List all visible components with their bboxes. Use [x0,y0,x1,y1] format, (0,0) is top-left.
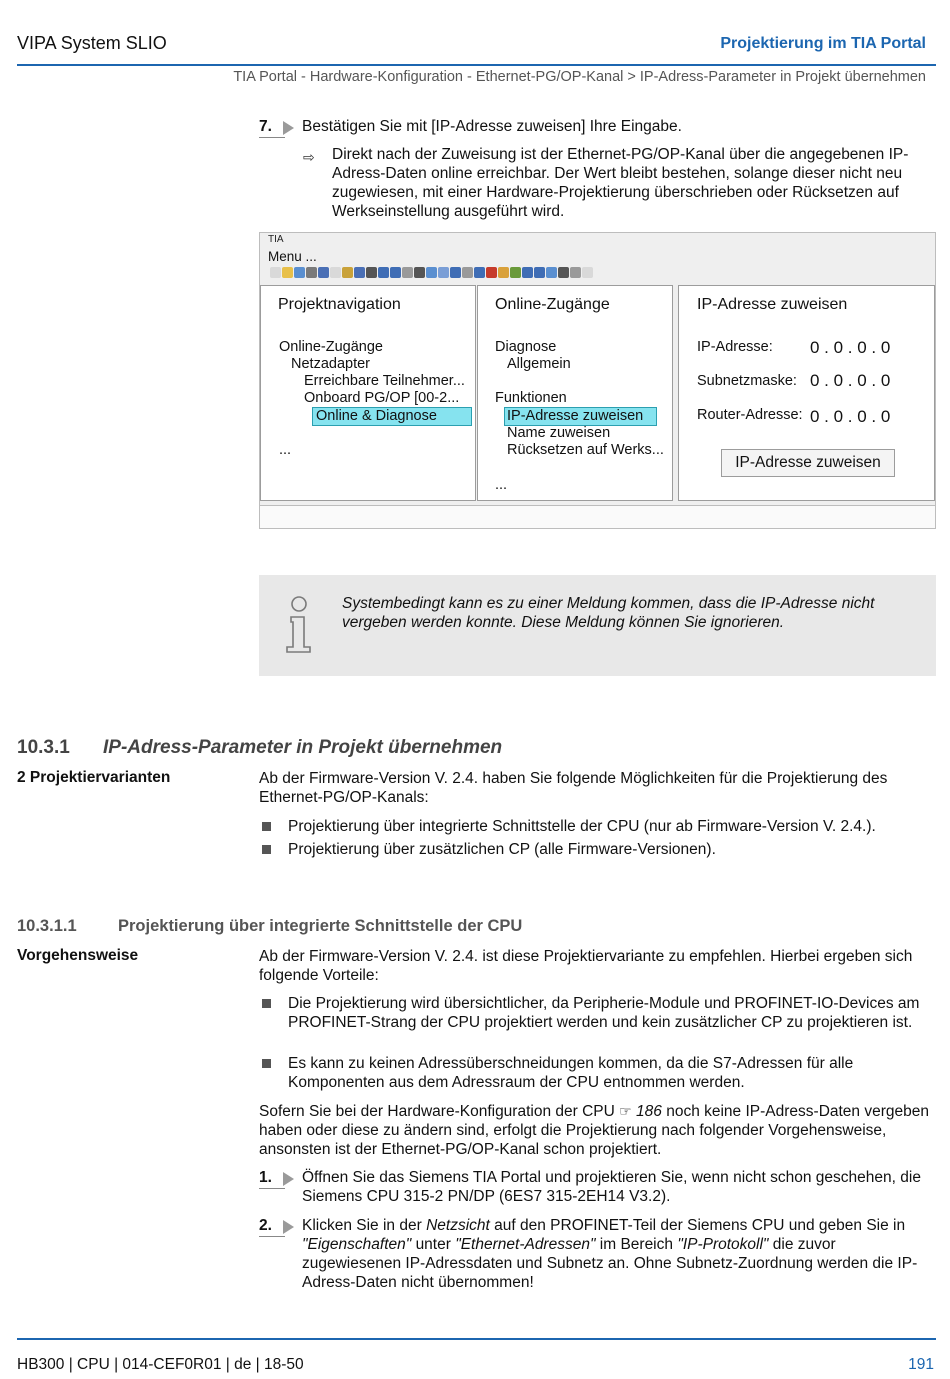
toolbar-button-icon[interactable] [534,267,545,278]
step-text: Bestätigen Sie mit [IP-Adresse zuweisen] Ihre Eingabe. [302,118,682,135]
pane-project-navigation [260,285,476,501]
toolbar-button-icon[interactable] [378,267,389,278]
tia-screenshot [259,232,936,528]
tree-item-online-diagnose[interactable]: Online & Diagnose [316,408,437,424]
step-arrow-icon [283,1172,294,1186]
step-number: 2. [259,1216,299,1235]
step-text: Öffnen Sie das Siemens TIA Portal und projektieren Sie, wenn nicht schon geschehen, die Siemens CPU 315-2 PN/DP (6ES7 315-2EH14 V3.2). [302,1169,921,1205]
subsection-number: 10.3.1.1 [17,917,77,935]
step-number: 7. [259,117,299,136]
assign-ip-button[interactable]: IP-Adresse zuweisen [721,449,895,477]
toolbar-button-icon[interactable] [366,267,377,278]
bullet-text: Es kann zu keinen Adressüberschneidungen kommen, da die S7-Adressen für alle Komponenten aus dem Adressraum der CPU entnommen werden. [288,1055,854,1091]
tree-item-reachable-devices[interactable]: Erreichbare Teilnehmer... [304,373,465,389]
subnet-mask-label: Subnetzmaske: [697,373,797,389]
step-2 [259,1216,939,1296]
toolbar-button-icon[interactable] [318,267,329,278]
toolbar-button-icon[interactable] [582,267,593,278]
bullet-text: Die Projektierung wird übersichtlicher, da Peripherie-Module und PROFINET-IO-Devices am PROFINET-Strang der CPU projektiert werden und kein zusätzlicher CP zu projektieren ist. [288,995,920,1031]
bullet-square-icon [262,1059,271,1068]
toolbar-button-icon[interactable] [342,267,353,278]
subsection-intro: Ab der Firmware-Version V. 2.4. ist diese Projektiervariante zu empfehlen. Hierbei ergeben sich folgende Vorteile: [259,948,913,984]
toolbar-button-icon[interactable] [558,267,569,278]
note-box [259,575,936,676]
tree-item-online-access[interactable]: Online-Zugänge [279,339,383,355]
section-intro: Ab der Firmware-Version V. 2.4. haben Sie folgende Möglichkeiten für die Projektierung des Ethernet-PG/OP-Kanals: [259,770,888,806]
page-reference[interactable]: 186 [636,1103,662,1120]
bullet-square-icon [262,999,271,1008]
subsection-title: Projektierung über integrierte Schnittstelle der CPU [118,917,523,935]
ip-address-input[interactable]: 0 . 0 . 0 . 0 [810,338,891,357]
window-title: TIA [268,234,284,245]
step-7 [259,117,939,139]
step-text: Klicken Sie in der Netzsicht auf den PROFINET-Teil der Siemens CPU und geben Sie in "Eigenschaften" unter "Ethernet-Adressen" im Bereich "IP-Protokoll" die zuvor zugewiesenen IP-Adressdaten und Subnetz an. Ohne Subnetz-Zuordnung werden die IP-Adress-Daten nicht übernommen! [302,1217,918,1291]
toolbar-button-icon[interactable] [282,267,293,278]
toolbar-button-icon[interactable] [486,267,497,278]
toolbar-button-icon[interactable] [294,267,305,278]
toolbar-button-icon[interactable] [414,267,425,278]
toolbar-button-icon[interactable] [570,267,581,278]
toolbar-button-icon[interactable] [510,267,521,278]
bullet-text: Projektierung über zusätzlichen CP (alle Firmware-Versionen). [288,841,716,858]
status-bar [259,505,936,529]
item-diagnose[interactable]: Diagnose [495,339,557,355]
item-factory-reset[interactable]: Rücksetzen auf Werks... [507,442,664,458]
page-number: 191 [908,1356,934,1373]
tree-item-network-adapter[interactable]: Netzadapter [291,356,370,372]
toolbar-button-icon[interactable] [306,267,317,278]
footer-document-id: HB300 | CPU | 014-CEF0R01 | de | 18-50 [17,1356,304,1373]
subnet-mask-input[interactable]: 0 . 0 . 0 . 0 [810,371,891,390]
router-address-input[interactable]: 0 . 0 . 0 . 0 [810,407,891,426]
header-chapter-title: Projektierung im TIA Portal [720,35,926,52]
toolbar-button-icon[interactable] [438,267,449,278]
side-heading-procedure: Vorgehensweise [17,947,139,964]
header-product-name: VIPA System SLIO [17,33,167,53]
step-1 [259,1168,939,1208]
toolbar [270,264,642,280]
subsection-paragraph [259,1102,934,1159]
paragraph-text: noch keine IP-Adress-Daten vergeben haben oder diese zu ändern sind, erfolgt die Projektierung nach folgender Vorgehensweise, ansonsten ist der Ethernet-PG/OP-Kanal schon projektiert. [259,1103,929,1158]
bullet-text: Projektierung über integrierte Schnittstelle der CPU (nur ab Firmware-Version V. 2.4.). [288,818,876,835]
toolbar-button-icon[interactable] [270,267,281,278]
section-title: IP-Adress-Parameter in Projekt übernehmen [103,737,503,758]
toolbar-button-icon[interactable] [462,267,473,278]
toolbar-button-icon[interactable] [450,267,461,278]
toolbar-button-icon[interactable] [546,267,557,278]
section-number: 10.3.1 [17,737,70,758]
result-arrow-icon: ⇨ [303,149,315,165]
toolbar-button-icon[interactable] [522,267,533,278]
step-number: 1. [259,1168,299,1187]
paragraph-text: Sofern Sie bei der Hardware-Konfiguration der CPU [259,1103,615,1120]
header-divider [17,64,936,66]
note-text: Systembedingt kann es zu einer Meldung kommen, dass die IP-Adresse nicht vergeben werden konnte. Diese Meldung können Sie ignorieren. [342,595,875,631]
step-7-result [303,145,933,225]
footer-divider [17,1338,936,1340]
toolbar-button-icon[interactable] [390,267,401,278]
tree-item-more: ... [279,442,292,458]
toolbar-button-icon[interactable] [426,267,437,278]
toolbar-button-icon[interactable] [498,267,509,278]
side-heading-variants: 2 Projektiervarianten [17,769,171,786]
item-assign-name[interactable]: Name zuweisen [507,425,611,441]
tree-item-online-diagnose-highlight[interactable] [312,407,472,426]
router-address-label: Router-Adresse: [697,407,803,423]
bullet-square-icon [262,822,271,831]
ip-address-label: IP-Adresse: [697,339,773,355]
item-assign-ip-highlight[interactable] [504,407,657,426]
item-functions[interactable]: Funktionen [495,390,567,406]
result-text: Direkt nach der Zuweisung ist der Ethernet-PG/OP-Kanal über die angegebenen IP-Adress-Daten online erreichbar. Der Wert bleibt bestehen, solange dieser nicht neu zugewiesen, mit einer Hardware-Projektierung überschrieben oder Rücksetzen auf Werkseinstellung ausgeführt wird. [332,146,909,220]
item-general[interactable]: Allgemein [507,356,571,372]
info-icon [283,595,317,655]
page-reference-icon: ☞ [619,1103,632,1119]
pane-title: Projektnavigation [278,296,401,313]
step-arrow-icon [283,121,294,135]
toolbar-button-icon[interactable] [474,267,485,278]
toolbar-button-icon[interactable] [402,267,413,278]
pane-title: Online-Zugänge [495,296,610,313]
menu-bar[interactable]: Menu ... [268,249,317,264]
breadcrumb: TIA Portal - Hardware-Konfiguration - Ethernet-PG/OP-Kanal > IP-Adress-Parameter in Projekt übernehmen [233,69,926,85]
tree-item-onboard-pgop[interactable]: Onboard PG/OP [00-2... [304,390,460,406]
pane-title: IP-Adresse zuweisen [697,296,848,313]
item-assign-ip[interactable]: IP-Adresse zuweisen [507,408,644,424]
toolbar-button-icon[interactable] [354,267,365,278]
bullet-square-icon [262,845,271,854]
step-arrow-icon [283,1220,294,1234]
pane-assign-ip [678,285,935,501]
pane-online-access [477,285,673,501]
item-more: ... [495,477,508,493]
toolbar-button-icon[interactable] [330,267,341,278]
